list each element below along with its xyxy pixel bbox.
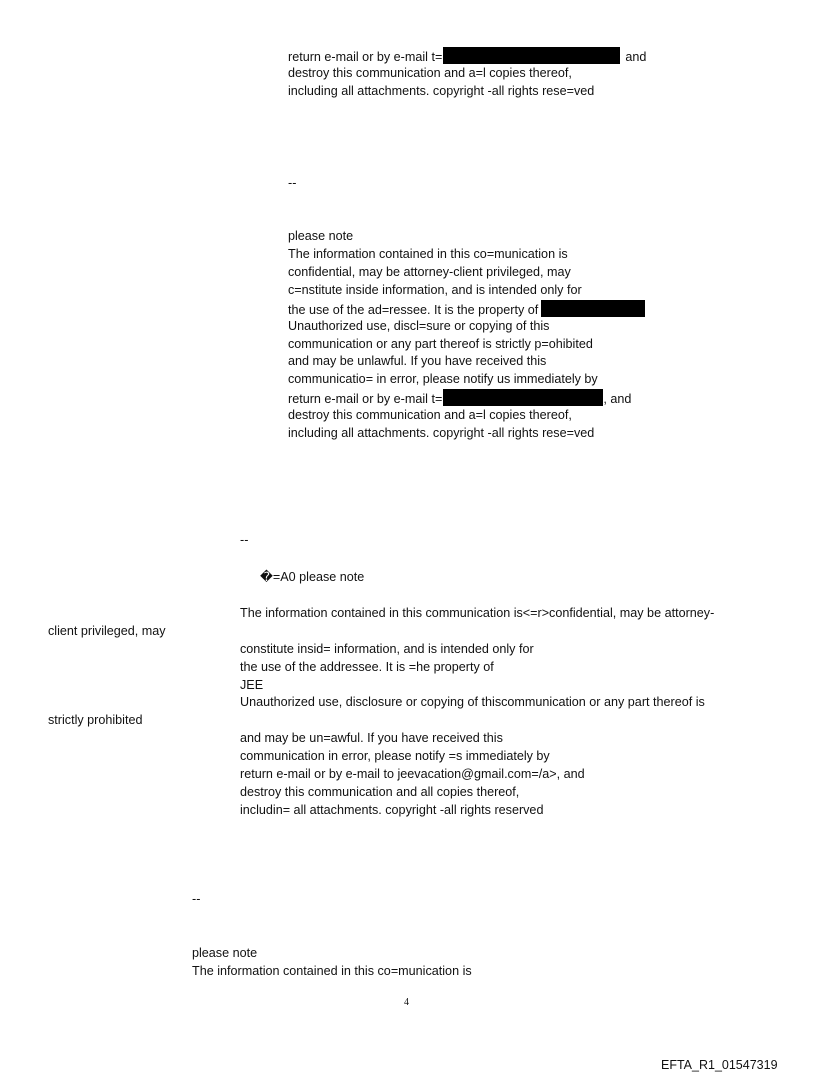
text-line: c=nstitute inside information, and is intended only for <box>288 283 582 297</box>
text-line: The information contained in this co=munication is <box>288 247 568 261</box>
text-line: strictly prohibited <box>48 713 143 727</box>
text-line: Unauthorized use, disclosure or copying of thiscommunication or any part thereof is <box>240 695 705 709</box>
text-line: Unauthorized use, discl=sure or copying of this <box>288 319 550 333</box>
text-line <box>288 47 646 67</box>
text-line: communication in error, please notify =s immediately by <box>240 749 550 763</box>
text-line: destroy this communication and a=l copies thereof, <box>288 66 572 80</box>
redaction-bar <box>443 47 620 64</box>
text-line: including all attachments. copyright -all rights rese=ved <box>288 426 595 440</box>
text-line: including all attachments. copyright -all rights rese=ved <box>288 84 595 98</box>
text-line: destroy this communication and all copies thereof, <box>240 785 520 799</box>
text-line: JEE <box>240 678 264 692</box>
text-line: and may be unlawful. If you have received this <box>288 354 547 368</box>
text-line <box>288 300 645 320</box>
text-line: confidential, may be attorney-client privileged, may <box>288 265 571 279</box>
text-line: communicatio= in error, please notify us immediately by <box>288 372 598 386</box>
text-line: constitute insid= information, and is intended only for <box>240 642 534 656</box>
text-segment: the use of the ad=ressee. It is the property of <box>288 303 539 317</box>
separator: -- <box>192 892 201 906</box>
text-line: The information contained in this communication is<=r>confidential, may be attorney- <box>240 606 715 620</box>
text-line: return e-mail or by e-mail to jeevacation@gmail.com=/a>, and <box>240 767 585 781</box>
redaction-bar <box>541 300 645 317</box>
text-line: includin= all attachments. copyright -all rights reserved <box>240 803 544 817</box>
text-line: client privileged, may <box>48 624 166 638</box>
separator: -- <box>240 533 249 547</box>
text-line: The information contained in this co=munication is <box>192 964 472 978</box>
separator: -- <box>288 176 297 190</box>
text-segment: and <box>625 50 647 64</box>
text-line: the use of the addressee. It is =he property of <box>240 660 494 674</box>
text-line: destroy this communication and a=l copies thereof, <box>288 408 572 422</box>
text-line: and may be un=awful. If you have received this <box>240 731 503 745</box>
text-line: communication or any part thereof is strictly p=ohibited <box>288 337 593 351</box>
text-line <box>288 389 631 409</box>
text-line: please note <box>192 946 258 960</box>
document-id: EFTA_R1_01547319 <box>661 1058 778 1072</box>
text-line: please note <box>288 229 354 243</box>
text-segment: , and <box>603 392 632 406</box>
text-segment: return e-mail or by e-mail t= <box>288 50 443 64</box>
text-line: �=A0 please note <box>260 570 365 584</box>
text-segment: return e-mail or by e-mail t= <box>288 392 443 406</box>
page-number: 4 <box>404 997 409 1008</box>
redaction-bar <box>443 389 603 406</box>
